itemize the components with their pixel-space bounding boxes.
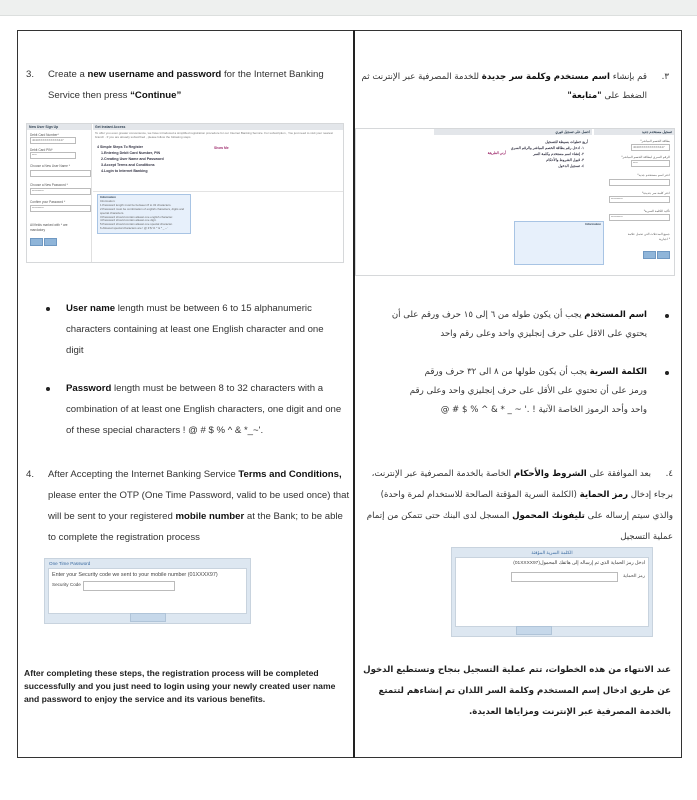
username-requirement-ar: اسم المستخدم يجب أن يكون طوله من ٦ إلى ١٥ حرف ورقم على أن يحتوي على الاقل على حرف إنجليزي واحد وعلى رقم واحد	[369, 306, 669, 344]
top-bar	[0, 0, 697, 16]
cancel-button[interactable]	[30, 238, 43, 246]
new-username-field-ar[interactable]	[609, 179, 670, 186]
step-3-text: 3. Create a new username and password for the Internet Banking Service then press “Continue”	[26, 64, 346, 106]
otp-title: One Time Password	[49, 561, 91, 566]
debit-card-number-field[interactable]: 4040XXXXXXXXXX447	[30, 137, 76, 144]
signup-panel-title: New User Sign Up	[27, 124, 91, 130]
bullet-icon	[46, 387, 50, 391]
step-item: 1.Entering Debit Card Number, PIN	[101, 151, 161, 155]
password-info-tooltip: Information Information: 1.Password length must be between 8 to 32 characters. 2.Password must be combination of english characters, digits and special characters. 3.Password should contain atleast one english character. 4.Password should contain atleast one digit. 5.Password should contain atleast one special character. 6.Allowed special characters are ! @ # $ % ^ & * _ ~ '	[97, 194, 191, 234]
password-requirement-ar: الكلمة السرية يجب أن يكون طولها من ٨ الى ٣٢ حرف ورقم ورمز على أن تحتوي على الأقل على حرف إنجليزي واحد وعلى رقم واحد وأحد الرموز الخاصة الآتية ! .' ~ _ * & ^ % $ # @	[369, 363, 669, 420]
step-number: 3.	[26, 69, 35, 80]
continue-button-ar[interactable]	[643, 251, 656, 259]
instant-access-title-ar: احصل على تسجيل فوري	[434, 129, 592, 135]
arabic-column	[355, 30, 681, 758]
step-item: 4.Login to Internet Banking	[101, 169, 148, 173]
security-code-label: Security Code	[52, 582, 81, 587]
required-note: All fields marked with * are mandatory	[30, 223, 68, 232]
bullet-icon	[665, 371, 669, 375]
security-code-input-ar[interactable]	[511, 572, 618, 582]
debit-card-pin-field[interactable]: ****	[30, 152, 76, 159]
debit-card-number-field-ar[interactable]: 4040XXXXXXXXXX447	[631, 144, 670, 151]
new-username-field[interactable]	[30, 170, 91, 177]
otp-screenshot-ar	[451, 547, 653, 637]
password-requirement: Password length must be between 8 to 32 characters with a combination of at least one English characters, one digit and one of these special characters ! @ # $ % ^ & *_~'.	[46, 378, 351, 441]
completion-note-ar: عند الانتهاء من هذه الخطوات، تتم عملية التسجيل بنجاح وتستطيع الدخول عن طريق ادخال إسم المستخدم وكلمة السر اللذان تم إنشاءهم لتتمتع بالخدمة المصرفية عبر الإنترنت ومزاياها العديدة.	[363, 665, 671, 717]
signup-screenshot: New User Sign Up Get Instant Access Debit Card Number* 4040XXXXXXXXXX447 Debit Card PIN* **** Choose a New User Name * Choose a New Password * ********** Confirm your Password * ********** All fields marked with * are mandatory To offer you even greater convenience, we have introduced a simplified registration procedure for our Internet Banking Service. For subscription , You just need to visit your nearest branch . If you are already subscribed , please follow the following steps 4 Simple Steps To Register 1.Entering Debit Card Number, PIN 2.Creating User Name and Password 3.Accept Terms and Conditions 4.Login to Internet Banking Show Me Information Information: 1.Password length must be between 8 to 32 characters. 2.Password must be combination of english characters, digits and special characters. 3.Password should contain atleast one english character. 4.Password should contain atleast one digit. 5.Password should contain atleast one special character. 6.Allowed special characters are ! @ # $ % ^ & * _ ~ '	[26, 123, 344, 263]
signup-screenshot-ar: تسجيل مستخدم جديد احصل على تسجيل فوري بطاقة الخصم المباشر* 4040XXXXXXXXXX447 الرقم السري لبطاقة الخصم المباشر* **** اختر اسم مستخدم جديد* اختر كلمة سر جديدة* ********** تأكيد الكلمة السرية* ********** جميع المدخلات التي تحمل علامة * اجبارية أربع خطوات بسيطة للتسجيل ١. ادخل رقم بطاقة الخصم المباشر والرقم السري ٢. إنشاء اسم مستخدم وكلمة السر ٣. قبول الشروط والأحكام ٤. تسجيل الدخول أرني الطريقة Information	[355, 128, 675, 276]
steps-title: 4 Simple Steps To Register	[97, 145, 144, 149]
otp-title-ar: الكلمة السرية المؤقتة	[531, 550, 573, 555]
show-me-link-ar[interactable]: أرني الطريقة	[487, 151, 506, 155]
otp-screenshot	[44, 558, 251, 624]
otp-submit-button[interactable]	[130, 613, 166, 622]
step-4-text: 4. After Accepting the Internet Banking Service Terms and Conditions, please enter the OTP (One Time Password, valid to be used once) that will be sent to your registered mobile number at the Bank; to be able to complete the registration process	[26, 469, 350, 543]
otp-message: Enter your Security code we sent to your mobile number (01XXXX97)	[52, 572, 218, 578]
new-password-field[interactable]: **********	[30, 188, 91, 195]
bullet-icon	[46, 307, 50, 311]
confirm-password-field[interactable]: **********	[30, 205, 91, 212]
bullet-icon	[665, 314, 669, 318]
cancel-button-ar[interactable]	[657, 251, 670, 259]
step-3-text-ar: ٣.قم بإنشاء اسم مستخدم وكلمة سر جديدة للخدمة المصرفية عبر الإنترنت ثم الضغط على "متابعة"	[361, 72, 669, 101]
continue-button[interactable]	[44, 238, 57, 246]
new-password-field-ar[interactable]: **********	[609, 196, 670, 203]
completion-note: After completing these steps, the registration process will be completed successfully and you just need to login using your newly created user name and password to enjoy the service and its various benefits.	[24, 668, 336, 704]
security-code-label-ar: رمز الحماية	[623, 573, 645, 578]
username-requirement: User name length must be between 6 to 15 alphanumeric characters containing at least one English character and one digit	[46, 298, 351, 361]
step-item: 3.Accept Terms and Conditions	[101, 163, 155, 167]
requirements-list-ar	[369, 306, 669, 420]
panel-divider	[91, 124, 92, 262]
requirements-list	[46, 298, 351, 441]
steps-title-ar: أربع خطوات بسيطة للتسجيل	[545, 140, 588, 144]
steps-box	[97, 144, 164, 174]
show-me-link[interactable]: Show Me	[214, 146, 229, 150]
password-info-tooltip-ar: Information	[514, 221, 604, 265]
otp-submit-button-ar[interactable]	[516, 626, 552, 635]
instant-access-title: Get Instant Access	[93, 124, 343, 130]
otp-message-ar: ادخل رمز الحماية الذي تم إرساله إلى هاتفك المحمول(01XXXX97)	[513, 561, 645, 566]
required-note-ar: جميع المدخلات التي تحمل علامة * اجبارية	[627, 232, 670, 241]
instant-access-intro: To offer you even greater convenience, we have introduced a simplified registration procedure for our Internet Banking Service. For subscription , You just need to visit your nearest branch . If you are already subscribed , please follow the following steps	[95, 131, 333, 139]
step-4-text-ar: ٤.بعد الموافقة على الشروط والأحكام الخاصة بالخدمة المصرفية عبر الإنترنت، برجاء إدخال رمز الحماية (الكلمة السرية المؤقتة الصالحة للاستخدام لمرة واحدة) والذي سيتم إرساله على تليفونك المحمول المسجل لدى البنك حتى تتمكن من إتمام عملية التسجيل	[366, 469, 673, 542]
signup-panel-title-ar: تسجيل مستخدم جديد	[594, 129, 674, 135]
confirm-password-field-ar[interactable]: **********	[609, 214, 670, 221]
debit-card-pin-field-ar[interactable]: ****	[631, 160, 670, 167]
security-code-input[interactable]	[83, 581, 175, 591]
step-item: 2.Creating User Name and Password	[101, 157, 164, 161]
english-column	[18, 30, 353, 758]
